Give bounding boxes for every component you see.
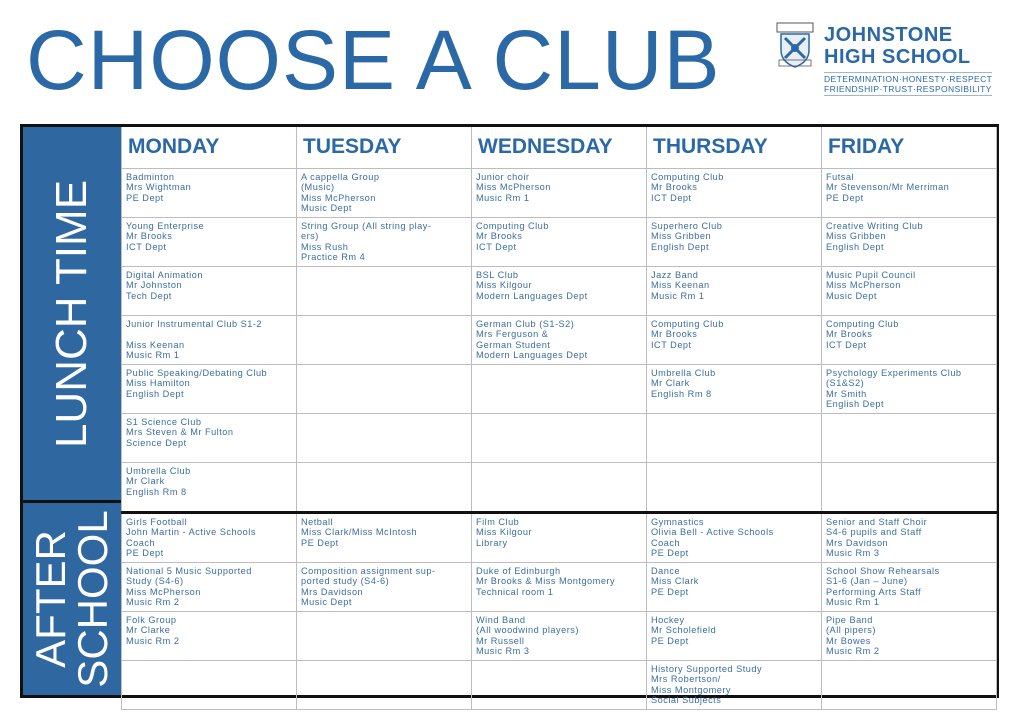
club-cell-friday — [822, 169, 997, 218]
after-row — [122, 612, 997, 661]
club-detail: Miss Keenan — [651, 280, 710, 291]
after-row — [122, 661, 997, 710]
club-detail: Music Dept — [301, 597, 352, 608]
club-detail: PE Dept — [651, 548, 689, 559]
club-detail: Mrs Robertson/ — [651, 674, 721, 685]
club-detail: Mr Brooks — [126, 231, 173, 242]
club-detail: Modern Languages Dept — [476, 350, 588, 361]
club-detail: Library — [476, 537, 508, 548]
club-name: Young Enterprise — [126, 221, 205, 231]
club-detail: German Student — [476, 339, 551, 350]
after-row — [122, 563, 997, 612]
club-cell-friday — [822, 513, 997, 563]
club-detail: Music Rm 2 — [126, 635, 180, 646]
club-cell-tuesday — [297, 169, 472, 218]
club-name: Film Club — [476, 517, 520, 527]
club-detail: PE Dept — [826, 192, 864, 203]
empty-cell-tuesday — [297, 463, 472, 513]
club-detail: Olivia Bell - Active Schools — [651, 527, 774, 538]
club-detail: Coach — [651, 537, 681, 548]
club-cell-monday — [122, 218, 297, 267]
club-cell-monday — [122, 414, 297, 463]
club-detail: Music Rm 3 — [476, 646, 530, 657]
club-name: School Show Rehearsals — [826, 566, 940, 576]
club-cell-friday — [822, 267, 997, 316]
club-detail: Tech Dept — [126, 290, 172, 301]
club-cell-friday — [822, 563, 997, 612]
club-cell-wednesday — [472, 316, 647, 365]
day-header-tuesday: TUESDAY — [297, 127, 472, 169]
club-cell-monday — [122, 612, 297, 661]
club-cell-thursday — [647, 316, 822, 365]
day-header-row — [122, 127, 997, 169]
empty-cell-tuesday — [297, 267, 472, 316]
club-detail: Mr Brooks & Miss Montgomery — [476, 576, 616, 587]
club-detail: Mr Brooks — [651, 329, 698, 340]
school-name-line2: HIGH SCHOOL — [824, 46, 971, 68]
club-detail: Music Dept — [301, 203, 352, 214]
club-detail: Mrs Ferguson & — [476, 329, 549, 340]
club-cell-wednesday — [472, 218, 647, 267]
lunch-row — [122, 463, 997, 513]
club-cell-wednesday — [472, 267, 647, 316]
club-detail: Miss McPherson — [126, 586, 201, 597]
club-timetable — [20, 124, 999, 706]
lunch-time-section-label — [23, 127, 121, 503]
club-name: Badminton — [126, 172, 175, 182]
club-cell-wednesday — [472, 612, 647, 661]
club-detail: S1-6 (Jan – June) — [826, 576, 908, 587]
club-detail: (All pipers) — [826, 625, 876, 636]
club-cell-thursday — [647, 563, 822, 612]
empty-cell-wednesday — [472, 661, 647, 710]
club-detail: S4-6 pupils and Staff — [826, 527, 922, 538]
club-detail: Mr Stevenson/Mr Merriman — [826, 182, 950, 193]
empty-cell-friday — [822, 414, 997, 463]
club-cell-monday — [122, 316, 297, 365]
club-detail: Mrs Steven & Mr Fulton — [126, 427, 234, 438]
school-values — [824, 72, 992, 96]
club-cell-thursday — [647, 612, 822, 661]
club-cell-tuesday — [297, 563, 472, 612]
club-name: Superhero Club — [651, 221, 723, 231]
club-detail: English Rm 8 — [126, 486, 187, 497]
school-name-line1: JOHNSTONE — [824, 24, 953, 46]
day-header-wednesday: WEDNESDAY — [472, 127, 647, 169]
club-detail: Mr Brooks — [651, 182, 698, 193]
school-crest-icon — [776, 22, 814, 68]
club-detail: Social Subjects — [651, 695, 722, 706]
club-detail: ICT Dept — [651, 339, 692, 350]
club-detail: Music Rm 3 — [826, 548, 880, 559]
club-name: Composition assignment sup- — [301, 566, 436, 576]
club-cell-wednesday — [472, 563, 647, 612]
lunch-row — [122, 267, 997, 316]
club-detail: Mr Brooks — [476, 231, 523, 242]
school-name — [824, 24, 971, 68]
club-name: BSL Club — [476, 270, 519, 280]
club-detail: Mr Smith — [826, 388, 867, 399]
page-title: CHOOSE A CLUB — [26, 13, 721, 107]
club-detail: John Martin - Active Schools — [126, 527, 256, 538]
empty-cell-wednesday — [472, 463, 647, 513]
club-detail: Miss McPherson — [301, 192, 376, 203]
empty-cell-friday — [822, 463, 997, 513]
timetable-grid — [121, 127, 997, 710]
club-detail: ICT Dept — [476, 241, 517, 252]
club-name: German Club (S1-S2) — [476, 319, 575, 329]
club-detail: ported study (S4-6) — [301, 576, 390, 587]
club-name: Junior choir — [476, 172, 530, 182]
club-cell-thursday — [647, 365, 822, 414]
club-name: Senior and Staff Choir — [826, 517, 928, 527]
club-detail: ICT Dept — [826, 339, 867, 350]
lunch-row — [122, 316, 997, 365]
club-name: Computing Club — [651, 319, 724, 329]
empty-cell-wednesday — [472, 365, 647, 414]
club-cell-friday — [822, 365, 997, 414]
club-name: Duke of Edinburgh — [476, 566, 561, 576]
club-cell-thursday — [647, 218, 822, 267]
club-detail: Miss Keenan — [126, 339, 185, 350]
club-detail: Music Rm 2 — [826, 646, 880, 657]
club-cell-tuesday — [297, 218, 472, 267]
club-name: Dance — [651, 566, 681, 576]
day-header-monday: MONDAY — [122, 127, 297, 169]
club-detail: English Dept — [126, 388, 185, 399]
club-name: Folk Group — [126, 615, 177, 625]
club-name: Digital Animation — [126, 270, 203, 280]
club-name: Umbrella Club — [651, 368, 716, 378]
club-detail: Mr Clarke — [126, 625, 171, 636]
club-detail: Study (S4-6) — [126, 576, 184, 587]
club-name: Computing Club — [476, 221, 549, 231]
timetable-body — [122, 169, 997, 710]
club-cell-monday — [122, 463, 297, 513]
club-name: Hockey — [651, 615, 685, 625]
club-detail: Mrs Davidson — [301, 586, 364, 597]
club-detail: PE Dept — [301, 537, 339, 548]
club-name: History Supported Study — [651, 664, 763, 674]
club-detail: Miss Gribben — [651, 231, 712, 242]
club-cell-tuesday — [297, 513, 472, 563]
club-detail: ers) — [301, 231, 319, 242]
school-logo-block — [776, 22, 998, 96]
club-cell-friday — [822, 316, 997, 365]
club-detail: Miss McPherson — [826, 280, 901, 291]
club-name: Netball — [301, 517, 334, 527]
club-detail: Miss Clark — [651, 576, 699, 587]
club-detail: PE Dept — [126, 192, 164, 203]
club-detail: Miss Clark/Miss McIntosh — [301, 527, 418, 538]
club-detail: Mr Clark — [126, 476, 165, 487]
club-name: A cappella Group — [301, 172, 380, 182]
empty-cell-tuesday — [297, 661, 472, 710]
club-detail: Miss Hamilton — [126, 378, 191, 389]
club-name: Creative Writing Club — [826, 221, 924, 231]
club-detail: Mr Scholefield — [651, 625, 717, 636]
empty-cell-wednesday — [472, 414, 647, 463]
empty-cell-friday — [822, 661, 997, 710]
club-detail: Technical room 1 — [476, 586, 554, 597]
day-header-friday: FRIDAY — [822, 127, 997, 169]
club-detail — [126, 329, 292, 339]
lunch-row — [122, 169, 997, 218]
club-detail: Music Rm 1 — [826, 597, 880, 608]
club-cell-thursday — [647, 169, 822, 218]
club-detail: PE Dept — [651, 586, 689, 597]
club-name: Public Speaking/Debating Club — [126, 368, 268, 378]
lunch-row — [122, 365, 997, 414]
club-name: Computing Club — [651, 172, 724, 182]
club-detail: Miss McPherson — [476, 182, 551, 193]
club-cell-friday — [822, 218, 997, 267]
club-name: Junior Instrumental Club S1-2 — [126, 319, 263, 329]
club-cell-wednesday — [472, 513, 647, 563]
empty-cell-tuesday — [297, 365, 472, 414]
club-detail: (S1&S2) — [826, 378, 865, 389]
lunch-row — [122, 218, 997, 267]
club-detail: Mrs Davidson — [826, 537, 889, 548]
club-detail: Mr Russell — [476, 635, 525, 646]
club-name: Umbrella Club — [126, 466, 191, 476]
after-school-label: AFTER SCHOOL — [27, 510, 116, 688]
club-detail: Mr Clark — [651, 378, 690, 389]
club-name: Computing Club — [826, 319, 899, 329]
club-detail: Mr Bowes — [826, 635, 871, 646]
club-name: Psychology Experiments Club — [826, 368, 962, 378]
club-detail: Mr Brooks — [826, 329, 873, 340]
club-cell-monday — [122, 267, 297, 316]
empty-cell-thursday — [647, 463, 822, 513]
lunch-row — [122, 414, 997, 463]
club-name: Pipe Band — [826, 615, 873, 625]
club-detail: Music Dept — [826, 290, 877, 301]
club-name: Girls Football — [126, 517, 188, 527]
club-detail: Mrs Wightman — [126, 182, 192, 193]
club-detail: (Music) — [301, 182, 335, 193]
club-cell-wednesday — [472, 169, 647, 218]
club-cell-monday — [122, 169, 297, 218]
club-cell-thursday — [647, 267, 822, 316]
club-cell-monday — [122, 513, 297, 563]
after-row — [122, 513, 997, 563]
club-detail: PE Dept — [651, 635, 689, 646]
club-detail: Music Rm 1 — [476, 192, 530, 203]
club-cell-thursday — [647, 513, 822, 563]
club-detail: Miss Kilgour — [476, 280, 533, 291]
empty-cell-tuesday — [297, 414, 472, 463]
club-name: String Group (All string play- — [301, 221, 432, 231]
club-name: Gymnastics — [651, 517, 704, 527]
club-detail: Modern Languages Dept — [476, 290, 588, 301]
club-name: Music Pupil Council — [826, 270, 916, 280]
day-header-thursday: THURSDAY — [647, 127, 822, 169]
empty-cell-thursday — [647, 414, 822, 463]
school-values-line1: DETERMINATION·HONESTY·RESPECT — [824, 74, 993, 84]
club-detail: (All woodwind players) — [476, 625, 579, 636]
club-name: Jazz Band — [651, 270, 699, 280]
club-name: S1 Science Club — [126, 417, 202, 427]
club-cell-monday — [122, 563, 297, 612]
empty-cell-monday — [122, 661, 297, 710]
club-detail: ICT Dept — [651, 192, 692, 203]
club-detail: English Rm 8 — [651, 388, 712, 399]
lunch-time-label: LUNCH TIME — [47, 179, 96, 448]
club-detail: Miss Kilgour — [476, 527, 533, 538]
empty-cell-tuesday — [297, 612, 472, 661]
club-detail: English Dept — [826, 241, 885, 252]
club-detail: Coach — [126, 537, 156, 548]
club-detail: Music Rm 2 — [126, 597, 180, 608]
club-cell-thursday — [647, 661, 822, 710]
club-detail: Mr Johnston — [126, 280, 183, 291]
club-name: Wind Band — [476, 615, 526, 625]
club-detail: Miss Gribben — [826, 231, 887, 242]
club-detail: Miss Rush — [301, 241, 349, 252]
club-cell-friday — [822, 612, 997, 661]
club-detail: Science Dept — [126, 437, 187, 448]
club-detail: ICT Dept — [126, 241, 167, 252]
club-detail: Performing Arts Staff — [826, 586, 922, 597]
empty-cell-tuesday — [297, 316, 472, 365]
school-values-line2: FRIENDSHIP·TRUST·RESPONSIBILITY — [824, 84, 992, 94]
club-detail: Music Rm 1 — [651, 290, 705, 301]
club-detail: PE Dept — [126, 548, 164, 559]
club-detail: Music Rm 1 — [126, 350, 180, 361]
club-cell-monday — [122, 365, 297, 414]
club-detail: Miss Montgomery — [651, 684, 731, 695]
club-name: Futsal — [826, 172, 855, 182]
club-detail: English Dept — [651, 241, 710, 252]
club-detail: Practice Rm 4 — [301, 252, 366, 263]
club-name: National 5 Music Supported — [126, 566, 252, 576]
after-school-section-label — [23, 503, 121, 695]
club-detail: English Dept — [826, 399, 885, 410]
